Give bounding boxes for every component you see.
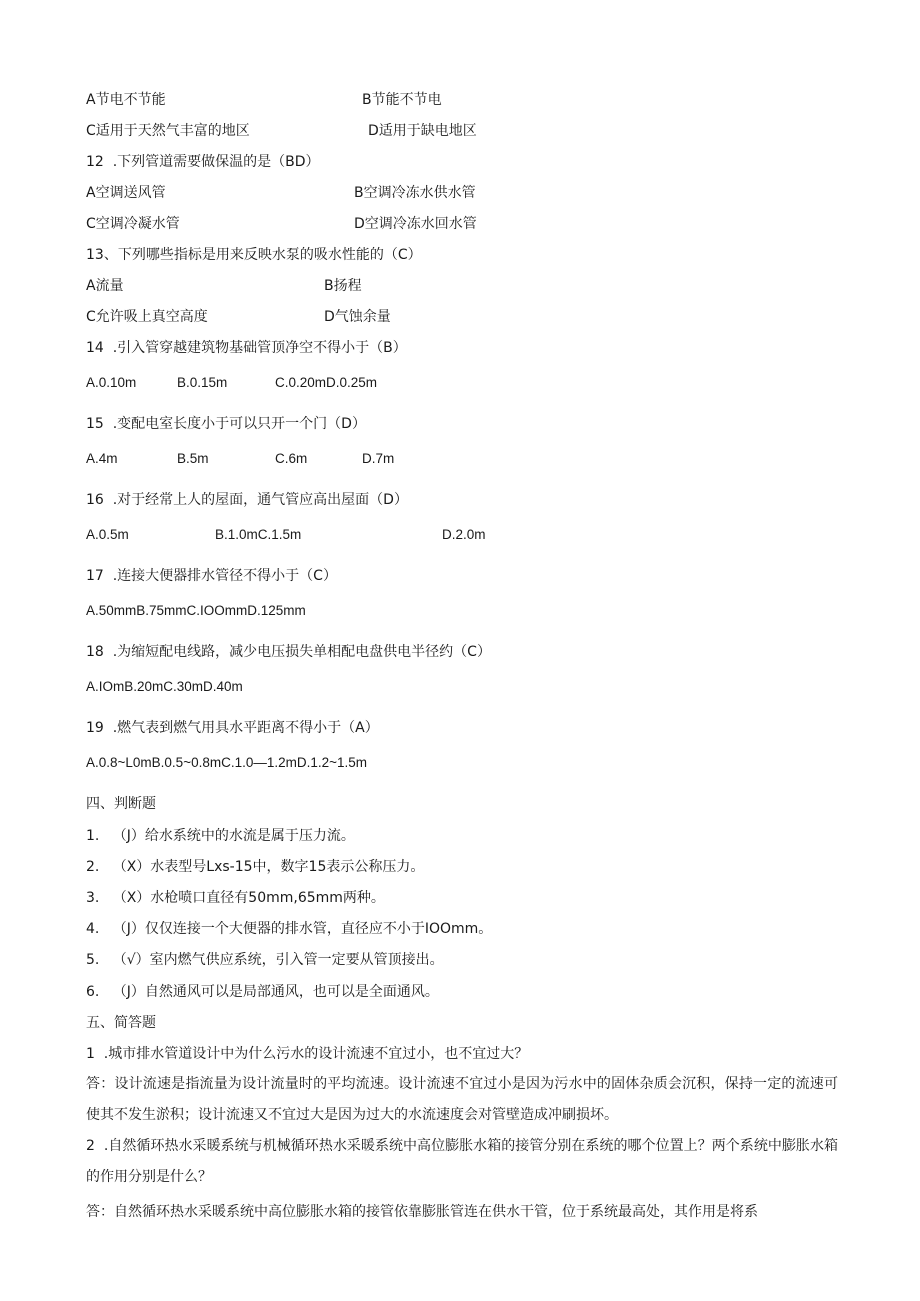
option-c: C.6m xyxy=(275,451,308,466)
option-b: B空调冷冻水供水管 xyxy=(354,185,476,201)
short-question-2: 2 .自然循环热水采暖系统与机械循环热水采暖系统中高位膨胀水箱的接管分别在系统的哪个位置上？两个系统中膨胀水箱的作用分别是什么？ xyxy=(86,1138,838,1185)
option-cd: C.0.20mD.0.25m xyxy=(275,375,378,390)
option-b: B.5m xyxy=(177,451,209,466)
option-c: C适用于天然气丰富的地区 xyxy=(86,123,250,139)
option-d: D.7m xyxy=(362,451,395,466)
question-16: 16 .对于经常上人的屋面，通气管应高出屋面（D） xyxy=(86,492,408,508)
answer-2: 答：自然循环热水采暖系统中高位膨胀水箱的接管依靠膨胀管连在供水干管，位于系统最高处，其作用是将系 xyxy=(86,1204,758,1220)
question-15: 15 .变配电室长度小于可以只开一个门（D） xyxy=(86,416,366,432)
section-heading-judgement: 四、判断题 xyxy=(86,796,156,812)
option-a: A流量 xyxy=(86,278,124,294)
option-a: A节电不节能 xyxy=(86,92,166,108)
question-17: 17 .连接大便器排水管径不得小于（C） xyxy=(86,568,337,584)
section-heading-short-answer: 五、简答题 xyxy=(86,1015,156,1031)
judgement-item: 2. （X）水表型号Lxs-15中，数字15表示公称压力。 xyxy=(86,859,425,875)
judgement-item: 3. （X）水枪喷口直径有50mm,65mm两种。 xyxy=(86,890,385,906)
judgement-item: 5. （√）室内燃气供应系统，引入管一定要从管顶接出。 xyxy=(86,952,444,968)
option-d: D适用于缺电地区 xyxy=(368,123,477,139)
options-line: A.50mmB.75mmC.IOOmmD.125mm xyxy=(86,603,306,618)
option-b: B.0.15m xyxy=(177,375,228,390)
option-a: A空调送风管 xyxy=(86,185,166,201)
judgement-item: 4. （J）仅仅连接一个大便器的排水管，直径应不小于IOOmm。 xyxy=(86,921,493,937)
option-b: B节能不节电 xyxy=(362,92,442,108)
question-18: 18 .为缩短配电线路，减少电压损失单相配电盘供电半径约（C） xyxy=(86,644,491,660)
option-a: A.0.10m xyxy=(86,375,137,390)
judgement-item: 6. （J）自然通风可以是局部通风，也可以是全面通风。 xyxy=(86,984,439,1000)
question-13: 13、下列哪些指标是用来反映水泵的吸水性能的（C） xyxy=(86,247,422,263)
option-c: C允许吸上真空高度 xyxy=(86,309,208,325)
options-line: A.0.8~L0mB.0.5~0.8mC.1.0—1.2mD.1.2~1.5m xyxy=(86,755,368,770)
option-d: D空调冷冻水回水管 xyxy=(354,216,477,232)
options-line: A.IOmB.20mC.30mD.40m xyxy=(86,679,243,694)
option-c: C空调冷凝水管 xyxy=(86,216,180,232)
option-b: B扬程 xyxy=(324,278,362,294)
short-question-1: 1 .城市排水管道设计中为什么污水的设计流速不宜过小，也不宜过大？ xyxy=(86,1046,529,1062)
option-a: A.4m xyxy=(86,451,118,466)
question-14: 14 .引入管穿越建筑物基础管顶净空不得小于（B） xyxy=(86,340,407,356)
question-19: 19 .燃气表到燃气用具水平距离不得小于（A） xyxy=(86,720,379,736)
option-d: D.2.0m xyxy=(442,527,486,542)
option-d: D气蚀余量 xyxy=(324,309,391,325)
option-bc: B.1.0mC.1.5m xyxy=(215,527,302,542)
answer-1: 答：设计流速是指流量为设计流量时的平均流速。设计流速不宜过小是因为污水中的固体杂质会沉积，保持一定的流速可使其不发生淤积；设计流速又不宜过大是因为过大的水流速度会对管壁造成冲刷损坏。 xyxy=(86,1076,838,1123)
option-a: A.0.5m xyxy=(86,527,129,542)
judgement-item: 1. （J）给水系统中的水流是属于压力流。 xyxy=(86,828,355,844)
question-12: 12 .下列管道需要做保温的是（BD） xyxy=(86,154,320,170)
